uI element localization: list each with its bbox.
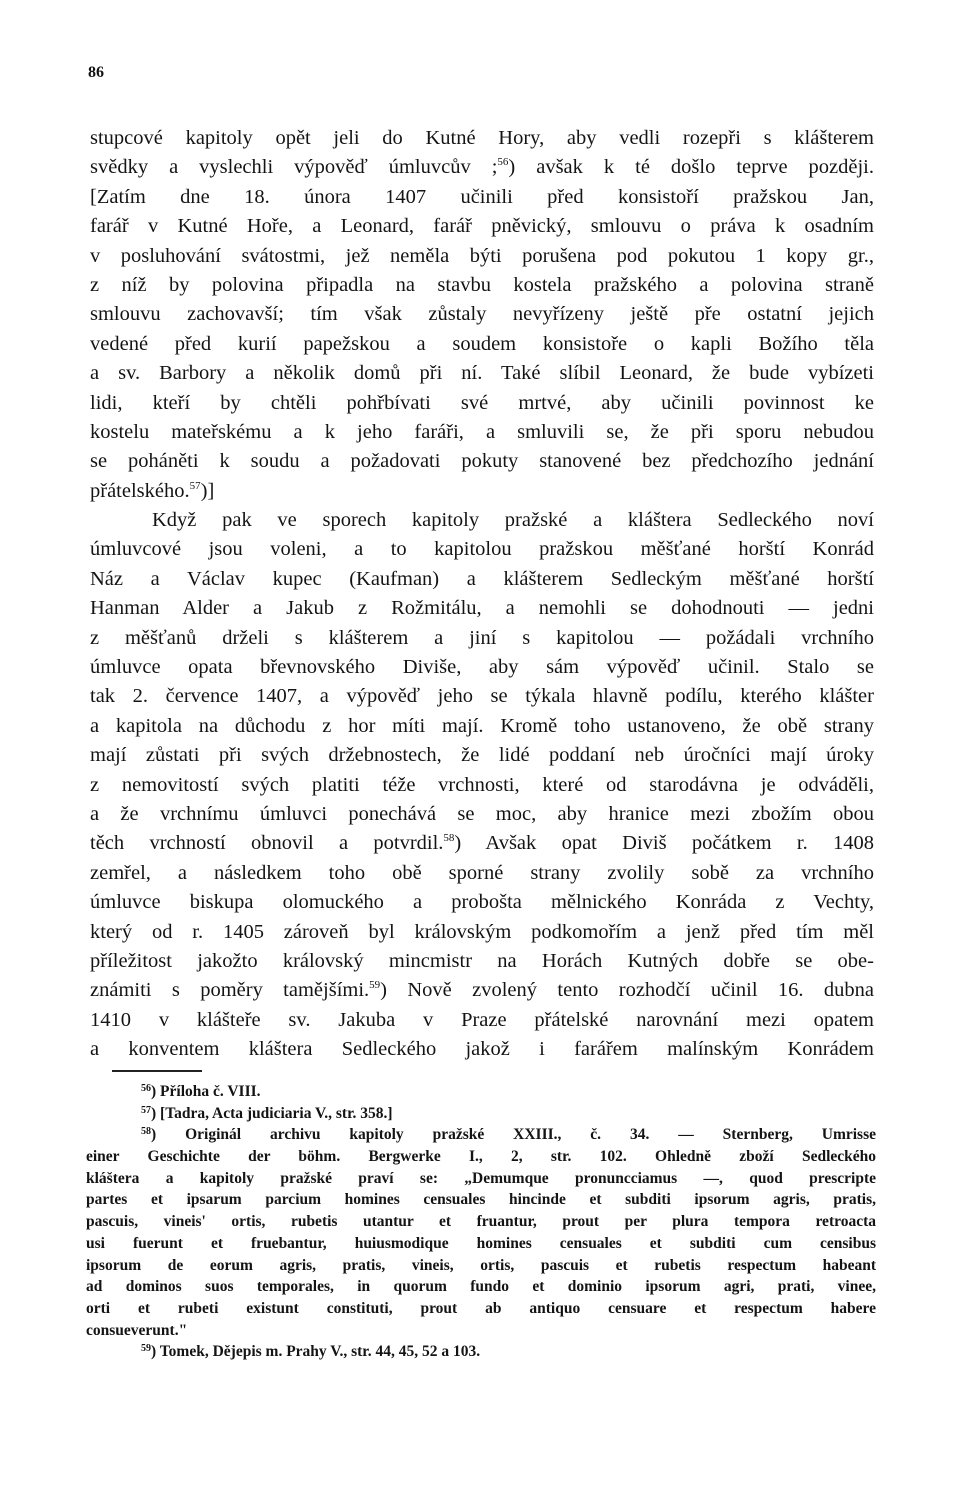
text-line bbox=[90, 918, 874, 947]
text-line-content: z níž by polovina připadla na stavbu kostela pražského a polovina straně bbox=[90, 273, 874, 296]
footnote-line: $^{59}$) Tomek, Dějepis m. Prahy V., str. 44, 45, 52 a 103. bbox=[141, 1343, 481, 1361]
text-line-content: přátelského. bbox=[90, 479, 190, 502]
footnote-text: Příloha č. VIII. bbox=[160, 1083, 261, 1100]
text-line bbox=[90, 1006, 874, 1035]
footnote-line bbox=[86, 1211, 876, 1233]
footnote-line bbox=[86, 1189, 876, 1211]
text-line-content: Když pak ve sporech kapitoly pražské a kláštera Sedleckého noví bbox=[152, 509, 874, 532]
main-text bbox=[90, 124, 874, 1065]
text-line-content: se poháněti k soudu a požadovati pokuty stanovené bez předchozího jednání bbox=[90, 450, 874, 473]
text-line bbox=[90, 594, 874, 623]
text-line-content: Náz a Václav kupec (Kaufman) a klášterem Sedleckým měšťané horští bbox=[90, 567, 874, 590]
footnote-line bbox=[86, 1255, 876, 1277]
footnote-line: $^{56}$) Příloha č. VIII. bbox=[141, 1083, 261, 1100]
text-line bbox=[90, 447, 874, 476]
footnote-reference: 56 bbox=[497, 156, 509, 169]
text-line bbox=[90, 271, 874, 300]
text-line-content: který od r. 1405 zároveň byl královským podkomořím a jenž před tím měl bbox=[90, 920, 874, 943]
text-line-content: tak 2. července 1407, a výpověď jeho se týkala hlavně podílu, kterého klášter bbox=[90, 685, 874, 708]
text-line bbox=[90, 565, 874, 594]
text-line bbox=[90, 741, 874, 770]
text-line-content: a že vrchnímu úmluvci ponechává se moc, aby hranice mezi zbožím obou bbox=[90, 802, 874, 825]
text-line bbox=[90, 624, 874, 653]
text-line-content: úmluvce biskupa olomuckého a probošta mělnického Konráda z Vechty, bbox=[90, 891, 874, 914]
footnote-line bbox=[86, 1320, 876, 1342]
text-line-continuation: )] bbox=[200, 479, 215, 502]
text-line-content: kostelu mateřskému a k jeho faráři, a smluvili se, že při sporu nebudou bbox=[90, 420, 874, 443]
footnote bbox=[86, 1124, 876, 1341]
footnote-text: partes et ipsarum parcium homines censuales hincinde et subditi ipsorum agris, pratis, bbox=[86, 1191, 876, 1209]
text-line bbox=[90, 330, 874, 359]
page-number: 86 bbox=[88, 64, 104, 81]
footnote-line bbox=[86, 1276, 876, 1298]
text-line bbox=[90, 389, 874, 418]
text-line-content: v posluhování svátostmi, jež neměla býti porušena pod pokutou 1 kopy gr., bbox=[90, 244, 874, 267]
text-line-content: 1410 v klášteře sv. Jakuba v Praze přátelské narovnání mezi opatem bbox=[90, 1008, 874, 1031]
text-line bbox=[90, 506, 874, 535]
text-line-content: zemřel, a následkem toho obě sporné strany zvolily sobě za vrchního bbox=[90, 861, 874, 884]
text-line bbox=[90, 771, 874, 800]
footnote-text: usi fuerunt et fruebantur, huiusmodique homines censuales et subditi cum censibus bbox=[86, 1234, 876, 1252]
text-line bbox=[90, 1035, 874, 1064]
text-line-content: vedené před kurií papežskou a soudem konsistoře o kapli Božího těla bbox=[90, 332, 874, 355]
text-line bbox=[90, 653, 874, 682]
text-line-content: a sv. Barbory a několik domů při ní. Také slíbil Leonard, že bude vybízeti bbox=[90, 362, 874, 385]
footnote-line bbox=[86, 1233, 876, 1255]
text-line bbox=[90, 682, 874, 711]
footnote-line: $^{57}$) [Tadra, Acta judiciaria V., str. 358.] bbox=[141, 1104, 393, 1122]
footnote-line bbox=[86, 1298, 876, 1320]
footnote-separator bbox=[112, 1070, 202, 1072]
text-line-content: z nemovitostí svých platiti téže vrchnosti, které od starodávna je odváděli, bbox=[90, 773, 874, 796]
text-line-content: z měšťanů drželi s klášterem a jiní s kapitolou — požádali vrchního bbox=[90, 626, 874, 649]
text-line bbox=[90, 359, 874, 388]
text-line bbox=[90, 212, 874, 241]
footnote-text: [Tadra, Acta judiciaria V., str. 358.] bbox=[160, 1104, 393, 1122]
footnote-marker: 58 bbox=[141, 1126, 151, 1138]
text-line bbox=[90, 242, 874, 271]
footnote-text: Tomek, Dějepis m. Prahy V., str. 44, 45, 52 a 103. bbox=[159, 1343, 481, 1361]
text-line bbox=[90, 153, 874, 182]
footnote-reference: 57 bbox=[189, 479, 201, 492]
text-line bbox=[90, 300, 874, 329]
text-line-content: a konventem kláštera Sedleckého jakož i farářem malínským Konrádem bbox=[90, 1038, 874, 1061]
footnote-reference: 58 bbox=[443, 832, 455, 845]
footnote-text: consueverunt." bbox=[86, 1321, 188, 1339]
text-line bbox=[90, 183, 874, 212]
text-line-content: známiti s poměry tamějšími. bbox=[90, 979, 370, 1002]
footnote bbox=[86, 1341, 876, 1363]
text-line bbox=[90, 829, 874, 858]
text-line-content: stupcové kapitoly opět jeli do Kutné Hory, aby vedli rozepři s klášterem bbox=[90, 127, 874, 149]
footnote-marker: 57 bbox=[141, 1104, 151, 1116]
text-line-content: úmluvcové jsou voleni, a to kapitolou pražskou měšťané horští Konrád bbox=[90, 538, 874, 561]
text-line bbox=[90, 418, 874, 447]
footnote-line bbox=[86, 1146, 876, 1168]
text-line bbox=[90, 800, 874, 829]
text-line-continuation: ) Avšak opat Diviš počátkem r. 1408 bbox=[454, 832, 874, 855]
text-line-content: Hanman Alder a Jakub z Rožmitálu, a nemohli se dohodnouti — jedni bbox=[90, 597, 874, 620]
footnote bbox=[86, 1081, 876, 1103]
footnote-text: einer Geschichte der böhm. Bergwerke I., 2, str. 102. Ohledně zboží Sedleckého bbox=[86, 1148, 876, 1166]
footnote-text: ipsorum de eorum agris, pratis, vineis, ortis, pascuis et rubetis respectum habeant bbox=[86, 1256, 876, 1274]
text-line-content: [Zatím dne 18. února 1407 učinili před konsistoří pražskou Jan, bbox=[90, 185, 874, 208]
footnotes bbox=[86, 1081, 876, 1363]
footnote-text: orti et rubeti existunt constituti, prout ab antiquo censuare et respectum habere bbox=[86, 1299, 876, 1317]
footnote-marker: 59 bbox=[141, 1343, 151, 1355]
text-line-content: lidi, kteří by chtěli pohřbívati své mrtvé, aby učinili povinnost ke bbox=[90, 391, 874, 414]
footnote-text: pascuis, vineis' ortis, rubetis utantur et fruantur, prout per plura tempora retroacta bbox=[86, 1213, 876, 1231]
text-line-content: mají zůstati při svých držebnostech, že lidé poddaní neb úročníci mají úroky bbox=[90, 744, 874, 767]
footnote-text: Originál archivu kapitoly pražské XXIII., č. 34. — Sternberg, Umrisse bbox=[185, 1126, 876, 1144]
text-line-content: svědky a vyslechli výpověď úmluvcův ; bbox=[90, 156, 498, 179]
footnote-reference: 59 bbox=[369, 979, 381, 992]
text-line bbox=[90, 712, 874, 741]
footnote bbox=[86, 1103, 876, 1125]
text-line bbox=[90, 859, 874, 888]
text-line bbox=[90, 888, 874, 917]
text-line bbox=[90, 947, 874, 976]
text-line-content: těch vrchností obnovil a potvrdil. bbox=[90, 832, 444, 855]
text-line bbox=[90, 976, 874, 1005]
text-line-content: úmluvce opata břevnovského Diviše, aby sám výpověď učinil. Stalo se bbox=[90, 656, 874, 679]
text-line-content: a kapitola na důchodu z hor míti mají. Kromě toho ustanoveno, že obě strany bbox=[90, 714, 874, 737]
text-line bbox=[90, 535, 874, 564]
text-line-continuation: ) avšak k té došlo teprve později. bbox=[508, 156, 874, 179]
footnote-text: kláštera a kapitoly pražské praví se: „Demumque pronuncciamus —, quod prescripte bbox=[86, 1169, 876, 1187]
footnote-line: $^{58}$) Originál archivu kapitoly pražské XXIII., č. 34. — Sternberg, Umrisse bbox=[141, 1126, 876, 1144]
text-line-content: farář v Kutné Hoře, a Leonard, farář pněvický, smlouvu o práva k osadním bbox=[90, 215, 874, 238]
footnote-marker: 56 bbox=[141, 1083, 151, 1094]
text-line bbox=[90, 124, 874, 153]
text-line bbox=[90, 477, 874, 506]
footnote-line bbox=[86, 1168, 876, 1190]
text-line-content: příležitost jakožto královský mincmistr na Horách Kutných dobře se obe- bbox=[90, 949, 874, 972]
footnote-text: ad dominos suos temporales, in quorum fundo et dominio ipsorum agri, prati, vinee, bbox=[86, 1278, 876, 1296]
text-line-content: smlouvu zachovavší; tím však zůstaly nevyřízeny ještě pře ostatní jejich bbox=[90, 303, 874, 326]
text-line-continuation: ) Nově zvolený tento rozhodčí učinil 16. dubna bbox=[380, 979, 874, 1002]
